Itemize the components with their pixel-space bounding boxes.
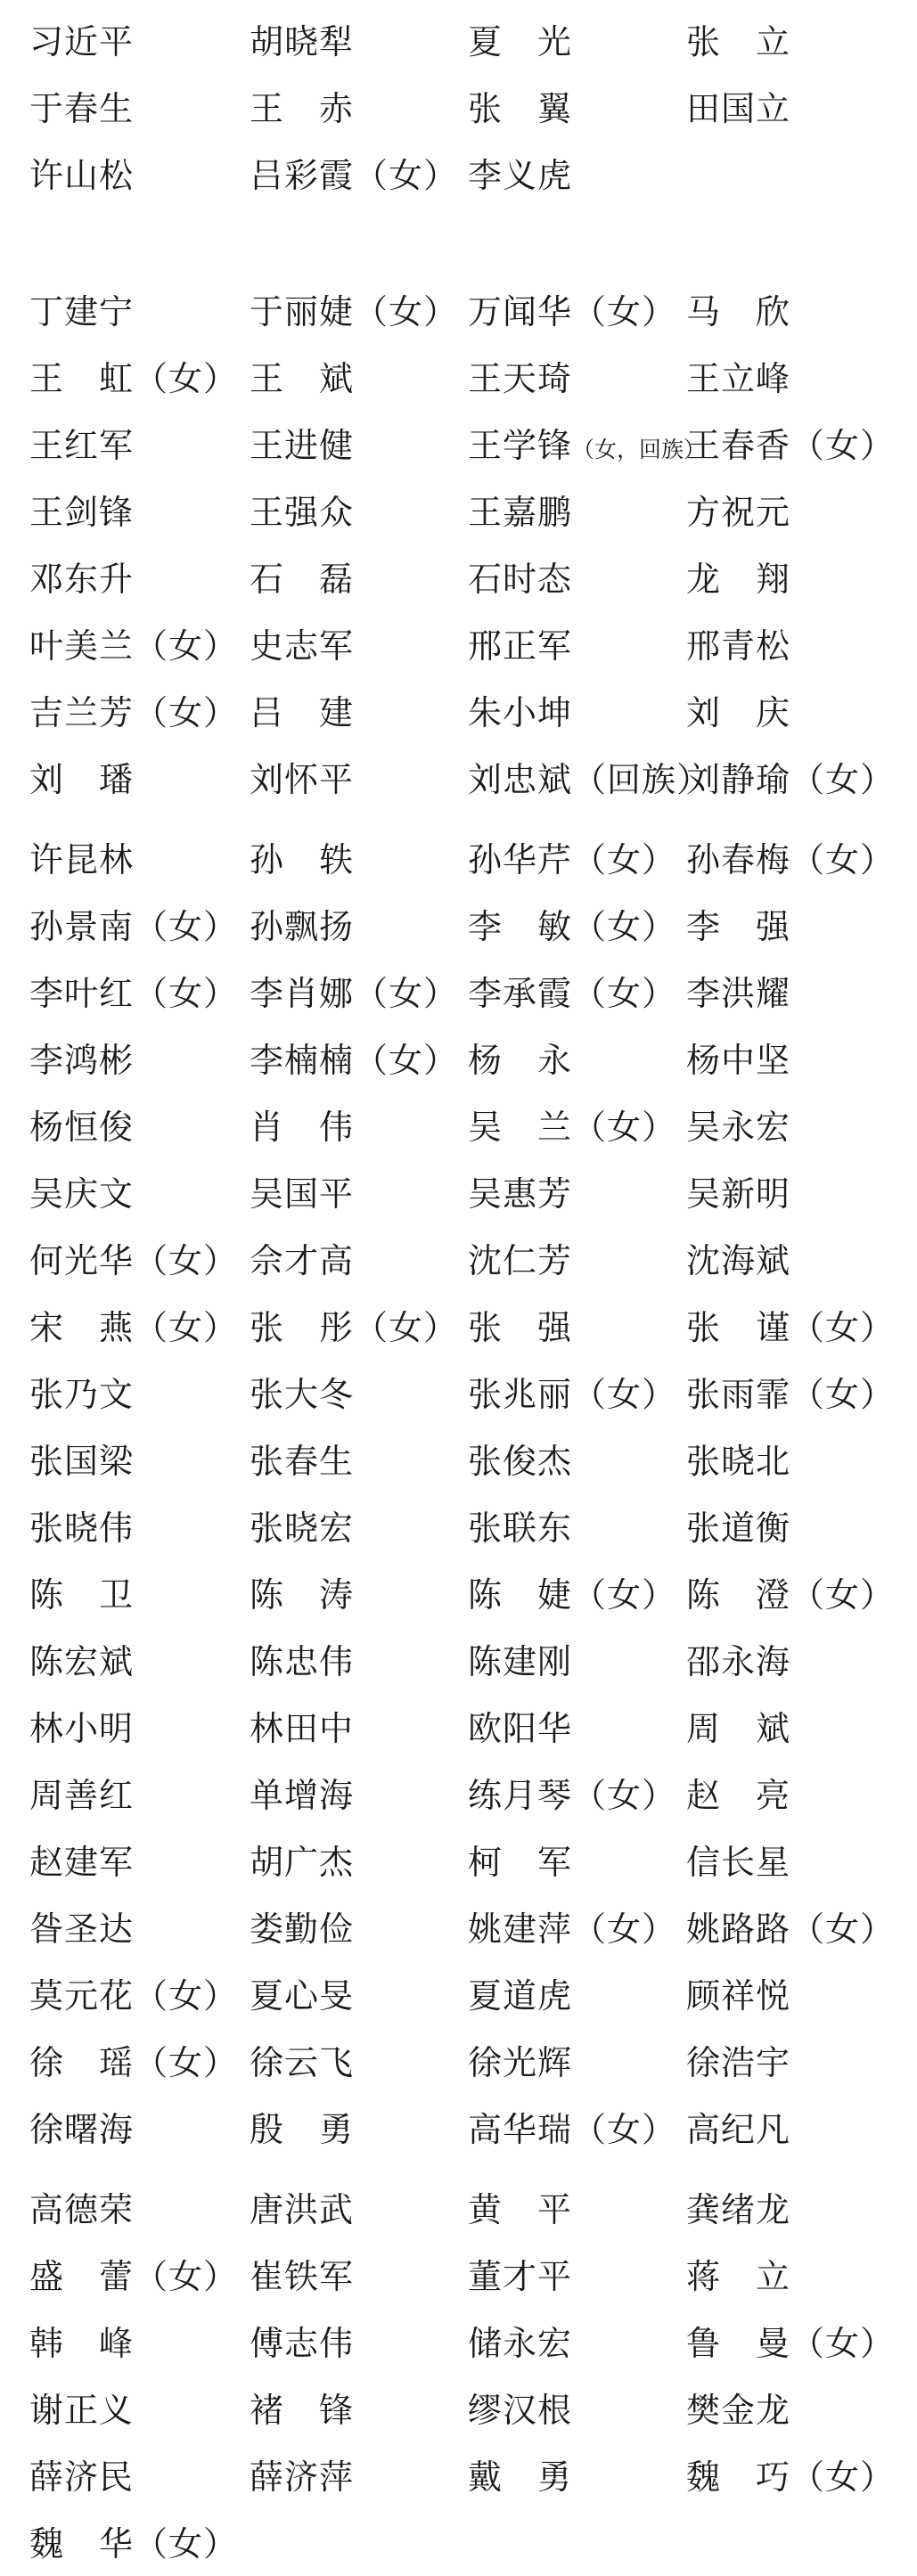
name-cell: 鲁 曼（女）	[686, 2325, 896, 2363]
name-row	[0, 747, 917, 814]
name-cell: 张兆丽（女）	[468, 1376, 677, 1414]
name-cell: 马 欣	[686, 293, 791, 331]
name-cell: 李肖娜（女）	[250, 975, 459, 1013]
name-row	[0, 1829, 917, 1896]
name-row	[0, 961, 917, 1027]
name-cell: 杨中坚	[686, 1042, 791, 1080]
name-cell: 李义虎	[468, 157, 573, 195]
name-cell: 殷 勇	[250, 2111, 355, 2149]
name-row	[0, 1094, 917, 1161]
name-cell: 徐云飞	[250, 2044, 355, 2082]
name-cell: 王强众	[250, 494, 355, 532]
name-row	[0, 2244, 917, 2310]
name-cell: 刘 璠	[29, 761, 135, 799]
name-cell: 黄 平	[468, 2191, 573, 2229]
name-cell: 陈 卫	[29, 1576, 135, 1615]
name-cell: 徐 瑶（女）	[29, 2044, 239, 2082]
name-cell: 周 斌	[686, 1710, 791, 1748]
name-cell: 孙飘扬	[250, 908, 355, 946]
gender-ethnicity-note: （女，回族）	[572, 438, 707, 462]
name-row	[0, 1963, 917, 2030]
name-cell: 欧阳华	[468, 1710, 573, 1748]
name-cell: 崔铁军	[250, 2258, 355, 2296]
name-cell: 何光华（女）	[29, 1242, 239, 1280]
name-row	[0, 2511, 917, 2576]
name-cell: 许昆林	[29, 841, 135, 879]
name-cell: 王 赤	[250, 90, 355, 128]
name-cell: 张晓伟	[29, 1509, 135, 1548]
name-cell: 缪汉根	[468, 2392, 573, 2430]
name-cell: 高德荣	[29, 2191, 135, 2229]
name-row	[0, 1428, 917, 1495]
name-cell: 陈 婕（女）	[468, 1576, 677, 1615]
name-cell: 王 虹（女）	[29, 360, 239, 398]
name-cell: 姚路路（女）	[686, 1910, 896, 1949]
name-cell: 刘 庆	[686, 694, 791, 732]
name-cell: 刘静瑜（女）	[686, 761, 896, 799]
name-cell: 蒋 立	[686, 2258, 791, 2296]
name-cell: 樊金龙	[686, 2392, 791, 2430]
name-row	[0, 546, 917, 613]
name-cell: 赵 亮	[686, 1777, 791, 1815]
name-row	[0, 479, 917, 546]
name-cell: 叶美兰（女）	[29, 627, 239, 666]
name-cell: 昝圣达	[29, 1910, 135, 1949]
name-cell: 李叶红（女）	[29, 975, 239, 1013]
name-cell: 胡晓犁	[250, 23, 355, 61]
name-cell: 徐曙海	[29, 2111, 135, 2149]
name-cell: 吕 建	[250, 694, 355, 732]
name-cell: 盛 蕾（女）	[29, 2258, 239, 2296]
name-cell: 莫元花（女）	[29, 1977, 239, 2016]
name-group-4	[0, 2177, 917, 2576]
name-row	[0, 1228, 917, 1295]
name-cell: 戴 勇	[468, 2458, 573, 2497]
name-cell: 林田中	[250, 1710, 355, 1748]
name-cell: 林小明	[29, 1710, 135, 1748]
name-cell: 孙春梅（女）	[686, 841, 896, 879]
name-cell: 吴庆文	[29, 1175, 135, 1214]
name-cell: 夏 光	[468, 23, 573, 61]
name-row	[0, 1362, 917, 1428]
name-cell: 薛济萍	[250, 2458, 355, 2497]
name-cell: 陈建刚	[468, 1643, 573, 1681]
name-row	[0, 2310, 917, 2377]
name-cell: 习近平	[29, 23, 135, 61]
name-cell: 朱小坤	[468, 694, 573, 732]
name-cell: 张俊杰	[468, 1443, 573, 1481]
name-cell: 吴 兰（女）	[468, 1108, 677, 1147]
name-cell: 张雨霏（女）	[686, 1376, 896, 1414]
person-name: 王学锋	[468, 427, 573, 465]
name-cell: 陈 涛	[250, 1576, 355, 1615]
name-cell: 娄勤俭	[250, 1910, 355, 1949]
name-group-3	[0, 827, 917, 2163]
name-cell: 张春生	[250, 1443, 355, 1481]
name-cell: 李楠楠（女）	[250, 1042, 459, 1080]
name-cell: 石时态	[468, 560, 573, 599]
name-row	[0, 279, 917, 346]
name-cell: 王 斌	[250, 360, 355, 398]
name-cell: 单增海	[250, 1777, 355, 1815]
name-row	[0, 2377, 917, 2444]
name-cell: 龙 翔	[686, 560, 791, 599]
name-cell: 孙 轶	[250, 841, 355, 879]
name-cell: 吴惠芳	[468, 1175, 573, 1214]
name-row	[0, 680, 917, 747]
name-cell: 刘忠斌（回族）	[468, 761, 712, 799]
name-cell: 于春生	[29, 90, 135, 128]
name-cell: 王立峰	[686, 360, 791, 398]
name-cell: 沈海斌	[686, 1242, 791, 1280]
name-cell: 魏 巧（女）	[686, 2458, 896, 2497]
name-row	[0, 2177, 917, 2244]
name-cell: 薛济民	[29, 2458, 135, 2497]
name-cell: 王天琦	[468, 360, 573, 398]
name-cell: 张 彤（女）	[250, 1309, 459, 1347]
name-cell: 邵永海	[686, 1643, 791, 1681]
name-cell: 徐浩宇	[686, 2044, 791, 2082]
name-row	[0, 413, 917, 479]
name-cell: 吴永宏	[686, 1108, 791, 1147]
name-cell: 石 磊	[250, 560, 355, 599]
name-cell: 张国梁	[29, 1443, 135, 1481]
name-row	[0, 1295, 917, 1362]
name-cell: 高纪凡	[686, 2111, 791, 2149]
name-cell: 沈仁芳	[468, 1242, 573, 1280]
name-row	[0, 1562, 917, 1629]
name-cell: 姚建萍（女）	[468, 1910, 677, 1949]
name-cell: 胡广杰	[250, 1844, 355, 1882]
name-row	[0, 1896, 917, 1963]
name-cell: 王进健	[250, 427, 355, 465]
name-cell: 陈忠伟	[250, 1643, 355, 1681]
name-cell: 李承霞（女）	[468, 975, 677, 1013]
name-cell: 宋 燕（女）	[29, 1309, 239, 1347]
name-cell: 孙华芹（女）	[468, 841, 677, 879]
name-cell: 吴新明	[686, 1175, 791, 1214]
name-cell: 徐光辉	[468, 2044, 573, 2082]
name-cell: 信长星	[686, 1844, 791, 1882]
name-cell: 佘才高	[250, 1242, 355, 1280]
name-cell: 方祝元	[686, 494, 791, 532]
name-row	[0, 1495, 917, 1562]
name-cell: 张 谨（女）	[686, 1309, 896, 1347]
name-cell: 谢正义	[29, 2392, 135, 2430]
name-cell: 许山松	[29, 157, 135, 195]
name-cell	[468, 427, 707, 465]
name-cell: 董才平	[468, 2258, 573, 2296]
name-cell: 田国立	[686, 90, 791, 128]
name-cell: 张 强	[468, 1309, 573, 1347]
name-cell: 魏 华（女）	[29, 2525, 239, 2564]
name-cell: 于丽婕（女）	[250, 293, 459, 331]
name-cell: 李 敏（女）	[468, 908, 677, 946]
name-cell: 邓东升	[29, 560, 135, 599]
name-row	[0, 613, 917, 680]
name-cell: 杨 永	[468, 1042, 573, 1080]
name-cell: 张晓北	[686, 1443, 791, 1481]
name-row	[0, 76, 917, 143]
name-row	[0, 1696, 917, 1762]
name-row	[0, 827, 917, 894]
name-row	[0, 2444, 917, 2511]
name-row	[0, 894, 917, 961]
name-cell: 吉兰芳（女）	[29, 694, 239, 732]
name-row	[0, 1027, 917, 1094]
name-cell: 王剑锋	[29, 494, 135, 532]
name-cell: 唐洪武	[250, 2191, 355, 2229]
name-cell: 王春香（女）	[686, 427, 896, 465]
name-row	[0, 1762, 917, 1829]
name-cell: 龚绪龙	[686, 2191, 791, 2229]
name-cell: 肖 伟	[250, 1108, 355, 1147]
name-cell: 李 强	[686, 908, 791, 946]
name-cell: 王嘉鹏	[468, 494, 573, 532]
name-cell: 李洪耀	[686, 975, 791, 1013]
name-row	[0, 2097, 917, 2163]
name-cell: 张乃文	[29, 1376, 135, 1414]
name-cell: 王红军	[29, 427, 135, 465]
name-group-1	[0, 9, 917, 209]
name-cell: 褚 锋	[250, 2392, 355, 2430]
name-cell: 邢正军	[468, 627, 573, 666]
name-cell: 傅志伟	[250, 2325, 355, 2363]
name-cell: 张联东	[468, 1509, 573, 1548]
name-cell: 夏道虎	[468, 1977, 573, 2016]
name-cell: 顾祥悦	[686, 1977, 791, 2016]
name-row	[0, 1629, 917, 1696]
name-cell: 李鸿彬	[29, 1042, 135, 1080]
name-cell: 丁建宁	[29, 293, 135, 331]
name-cell: 柯 军	[468, 1844, 573, 1882]
name-cell: 万闻华（女）	[468, 293, 677, 331]
name-cell: 邢青松	[686, 627, 791, 666]
name-row	[0, 346, 917, 413]
name-group-2	[0, 279, 917, 814]
name-row	[0, 143, 917, 209]
name-cell: 储永宏	[468, 2325, 573, 2363]
name-cell: 练月琴（女）	[468, 1777, 677, 1815]
name-cell: 史志军	[250, 627, 355, 666]
name-cell: 赵建军	[29, 1844, 135, 1882]
name-cell: 张道衡	[686, 1509, 791, 1548]
name-cell: 杨恒俊	[29, 1108, 135, 1147]
name-row	[0, 1161, 917, 1228]
name-cell: 陈宏斌	[29, 1643, 135, 1681]
name-cell: 高华瑞（女）	[468, 2111, 677, 2149]
name-cell: 周善红	[29, 1777, 135, 1815]
name-row	[0, 9, 917, 76]
name-cell: 张大冬	[250, 1376, 355, 1414]
name-row	[0, 2030, 917, 2097]
name-cell: 张 立	[686, 23, 791, 61]
name-cell: 夏心旻	[250, 1977, 355, 2016]
name-cell: 陈 澄（女）	[686, 1576, 896, 1615]
name-cell: 吴国平	[250, 1175, 355, 1214]
name-cell: 韩 峰	[29, 2325, 135, 2363]
name-cell: 孙景南（女）	[29, 908, 239, 946]
name-cell: 张晓宏	[250, 1509, 355, 1548]
name-cell: 刘怀平	[250, 761, 355, 799]
name-cell: 张 翼	[468, 90, 573, 128]
name-cell: 吕彩霞（女）	[250, 157, 459, 195]
